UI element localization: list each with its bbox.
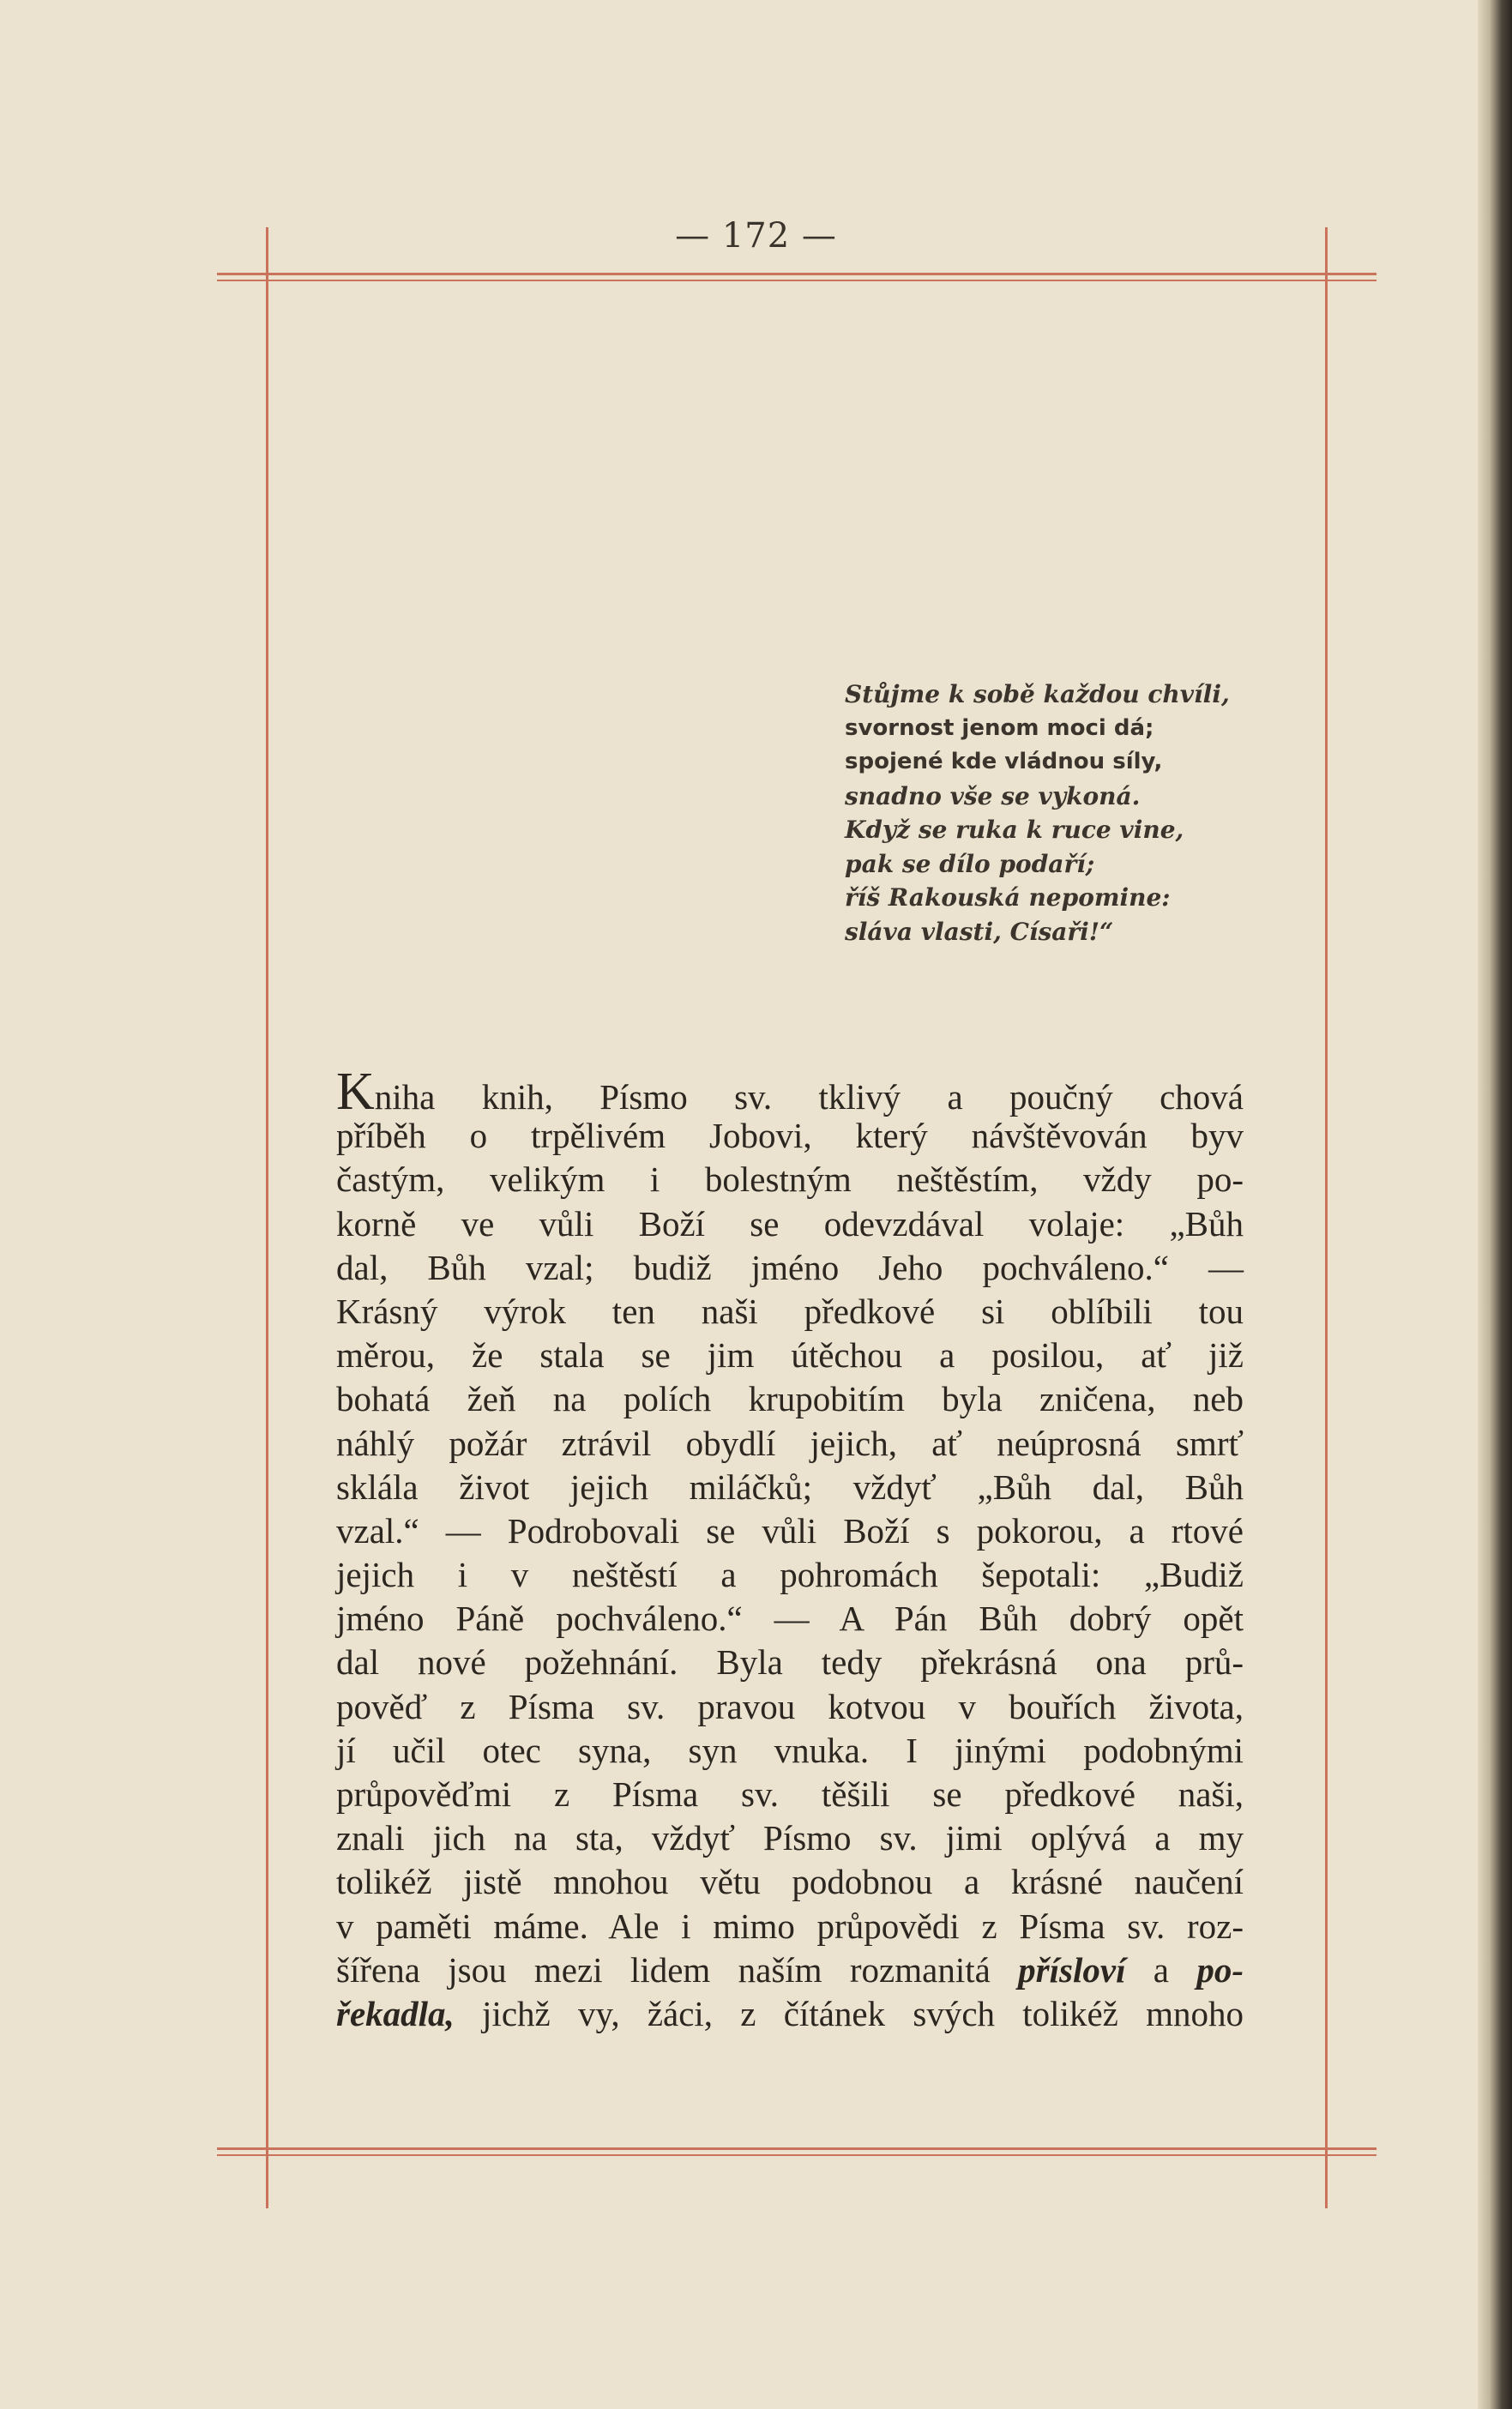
prose-line: náhlý požár ztrávil obydlí jejich, ať neúprosná smrť bbox=[336, 1423, 1244, 1463]
prose-line: dal, Bůh vzal; budiž jméno Jeho pochváleno.“ — bbox=[336, 1247, 1244, 1287]
poem bbox=[845, 678, 1299, 949]
left-rule bbox=[266, 227, 268, 2208]
poem-line: Stůjme k sobě každou chvíli, bbox=[845, 680, 1230, 708]
poem-line: spojené kde vládnou síly, bbox=[845, 749, 1163, 774]
prose-line: v paměti máme. Ale i mimo průpovědi z Písma sv. roz- bbox=[336, 1906, 1244, 1946]
prose-line: tolikéž jistě mnohou větu podobnou a krásné naučení bbox=[336, 1862, 1244, 1902]
prose-line bbox=[336, 1063, 1244, 1121]
prose-line: sklála život jejich miláčků; vždyť „Bůh dal, Bůh bbox=[336, 1466, 1244, 1507]
prose-line: častým, velikým i bolestným neštěstím, vždy po- bbox=[336, 1159, 1244, 1200]
line-text: šířena jsou mezi lidem naším rozmanitá bbox=[336, 1949, 1019, 1990]
page-edge-shadow bbox=[1478, 0, 1512, 2409]
prose-paragraph bbox=[336, 1063, 1244, 2036]
prose-line: jí učil otec syna, syn vnuka. I jinými podobnými bbox=[336, 1730, 1244, 1770]
prose-line: pověď z Písma sv. pravou kotvou v bouřích života, bbox=[336, 1686, 1244, 1726]
prose-line: bohatá žeň na polích krupobitím byla zničena, neb bbox=[336, 1379, 1244, 1419]
bottom-rule bbox=[217, 2147, 1376, 2150]
poem-line: snadno vše se vykoná. bbox=[845, 781, 1141, 810]
prose-line: dal nové požehnání. Byla tedy překrásná ona prů- bbox=[336, 1642, 1244, 1683]
prose-line: vzal.“ — Podrobovali se vůli Boží s pokorou, a rtové bbox=[336, 1510, 1244, 1551]
poem-line: sláva vlasti, Císaři!“ bbox=[845, 917, 1114, 946]
bottom-rule-inner bbox=[217, 2154, 1376, 2156]
poem-line: svornost jenom moci dá; bbox=[845, 714, 1154, 741]
prose-line: příběh o trpělivém Jobovi, který návštěvován byv bbox=[336, 1116, 1244, 1156]
page-number: — 172 — bbox=[675, 216, 837, 256]
poem-line: říš Rakouská nepomine: bbox=[845, 883, 1171, 912]
emphasis-prislovi: přísloví bbox=[1018, 1949, 1126, 1990]
prose-line: Krásný výrok ten naši předkové si oblíbili tou bbox=[336, 1291, 1244, 1331]
prose-line: korně ve vůli Boží se odevzdával volaje: „Bůh bbox=[336, 1203, 1244, 1244]
line-text: a bbox=[1125, 1949, 1197, 1990]
prose-line: znali jich na sta, vždyť Písmo sv. jimi oplývá a my bbox=[336, 1818, 1244, 1858]
prose-line: jméno Páně pochváleno.“ — A Pán Bůh dobrý opět bbox=[336, 1599, 1244, 1639]
top-rule bbox=[217, 273, 1376, 275]
line-text: jichž vy, žáci, z čítánek svých tolikéž mnoho bbox=[454, 1993, 1244, 2033]
prose-line: měrou, že stala se jim útěchou a posilou, ať již bbox=[336, 1335, 1244, 1376]
prose-line: jejich i v neštěstí a pohromách šepotali: „Budiž bbox=[336, 1555, 1244, 1595]
prose-line bbox=[336, 1948, 1244, 1992]
first-line-text: niha knih, Písmo sv. tklivý a poučný chová bbox=[374, 1077, 1244, 1117]
poem-line: Když se ruka k ruce vine, bbox=[845, 816, 1184, 844]
right-rule bbox=[1325, 227, 1328, 2208]
top-rule-inner bbox=[217, 280, 1376, 281]
poem-line: pak se dílo podaří; bbox=[845, 849, 1095, 878]
prose-line bbox=[336, 1992, 1244, 2036]
emphasis-rekadla: řekadla, bbox=[336, 1993, 455, 2033]
emphasis-po: po- bbox=[1196, 1949, 1244, 1990]
prose-line: průpověďmi z Písma sv. těšili se předkové naši, bbox=[336, 1774, 1244, 1814]
drop-initial: K bbox=[336, 1063, 375, 1121]
